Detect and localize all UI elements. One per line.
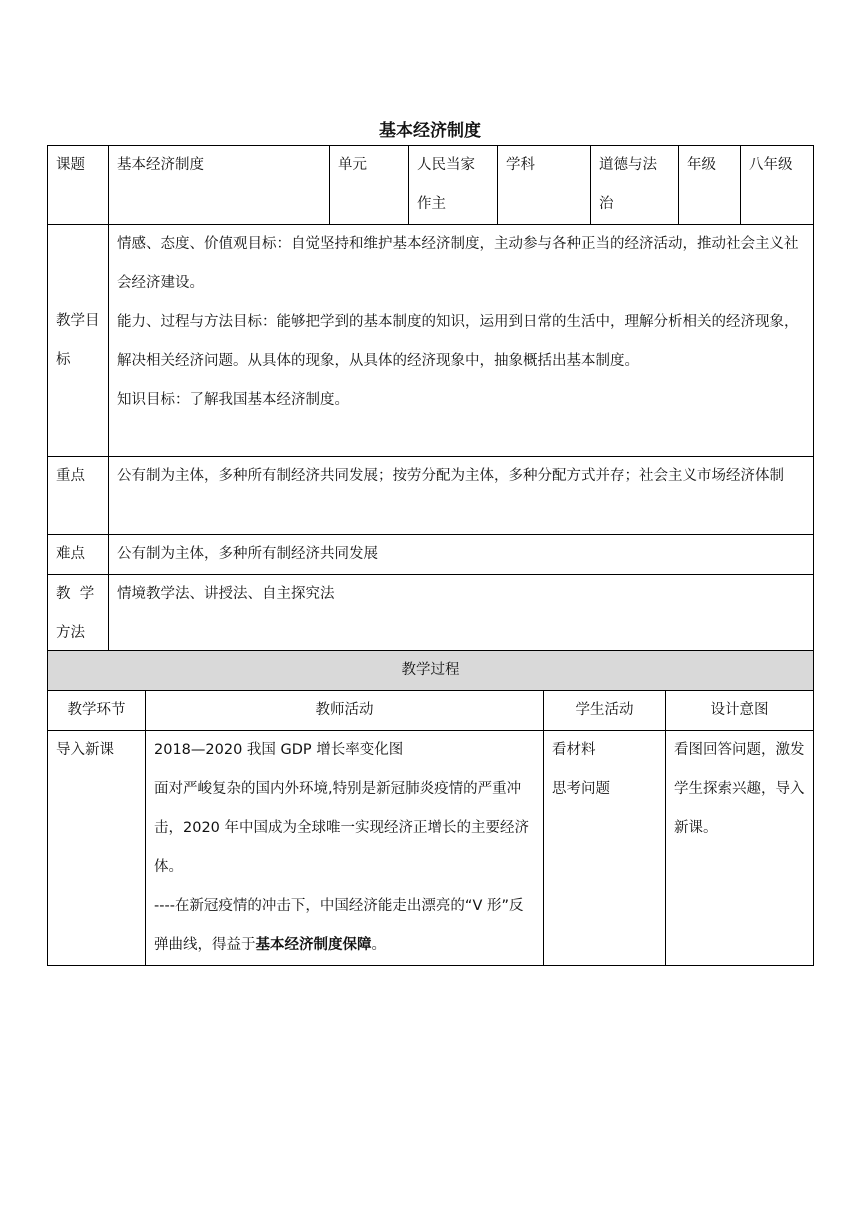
conclusion-prefix: ----在新冠疫情的冲击下，中国经济能走出漂亮的“V 形”反弹曲线，得益于 (154, 898, 524, 953)
topic-label: 课题 (48, 146, 109, 225)
column-header-teacher: 教师活动 (146, 691, 544, 731)
methods-text: 情境教学法、讲授法、自主探究法 (109, 575, 814, 654)
difficult-points-label: 难点 (48, 535, 109, 575)
key-points-label: 重点 (48, 457, 109, 535)
unit-value: 人民当家作主 (409, 146, 498, 225)
student-line-2: 思考问题 (552, 781, 610, 797)
process-table (47, 650, 814, 966)
process-heading: 教学过程 (48, 651, 814, 691)
key-points-text: 公有制为主体，多种所有制经济共同发展；按劳分配为主体，多种分配方式并存；社会主义市场经济体制 (109, 457, 814, 535)
goal-ability: 能力、过程与方法目标：能够把学到的基本制度的知识，运用到日常的生活中，理解分析相关的经济现象，解决相关经济问题。从具体的现象，从具体的经济现象中，抽象概括出基本制度。 (117, 314, 799, 369)
teacher-activity-cell (146, 731, 544, 966)
unit-label: 单元 (330, 146, 409, 225)
goals-content (109, 225, 814, 457)
student-line-1: 看材料 (552, 742, 596, 758)
grade-value: 八年级 (741, 146, 814, 225)
goal-emotion: 情感、态度、价值观目标：自觉坚持和维护基本经济制度，主动参与各种正当的经济活动，推动社会主义社会经济建设。 (117, 236, 799, 291)
conclusion-bold: 基本经济制度保障 (255, 937, 372, 953)
lesson-info-table (47, 145, 814, 654)
goals-label: 教学目标 (48, 225, 109, 457)
student-activity-cell (544, 731, 666, 966)
topic-value: 基本经济制度 (109, 146, 330, 225)
methods-label-text: 教 学 方法 (56, 586, 95, 641)
conclusion-suffix: 。 (371, 937, 386, 953)
grade-label: 年级 (679, 146, 741, 225)
column-header-stage: 教学环节 (48, 691, 146, 731)
design-intent-cell: 看图回答问题，激发学生探索兴趣，导入新课。 (666, 731, 814, 966)
subject-value: 道德与法治 (591, 146, 679, 225)
subject-label: 学科 (498, 146, 591, 225)
column-header-intent: 设计意图 (666, 691, 814, 731)
methods-label (48, 575, 109, 654)
column-header-student: 学生活动 (544, 691, 666, 731)
document-title: 基本经济制度 (379, 121, 481, 141)
difficult-points-text: 公有制为主体，多种所有制经济共同发展 (109, 535, 814, 575)
teacher-line-context: 面对严峻复杂的国内外环境,特别是新冠肺炎疫情的严重冲击，2020 年中国成为全球唯一实现经济正增长的主要经济体。 (154, 781, 530, 875)
goal-knowledge: 知识目标：了解我国基本经济制度。 (117, 392, 349, 408)
stage-cell: 导入新课 (48, 731, 146, 966)
teacher-line-conclusion (154, 887, 535, 965)
teacher-line-chart-ref: 2018—2020 我国 GDP 增长率变化图 (154, 742, 404, 758)
